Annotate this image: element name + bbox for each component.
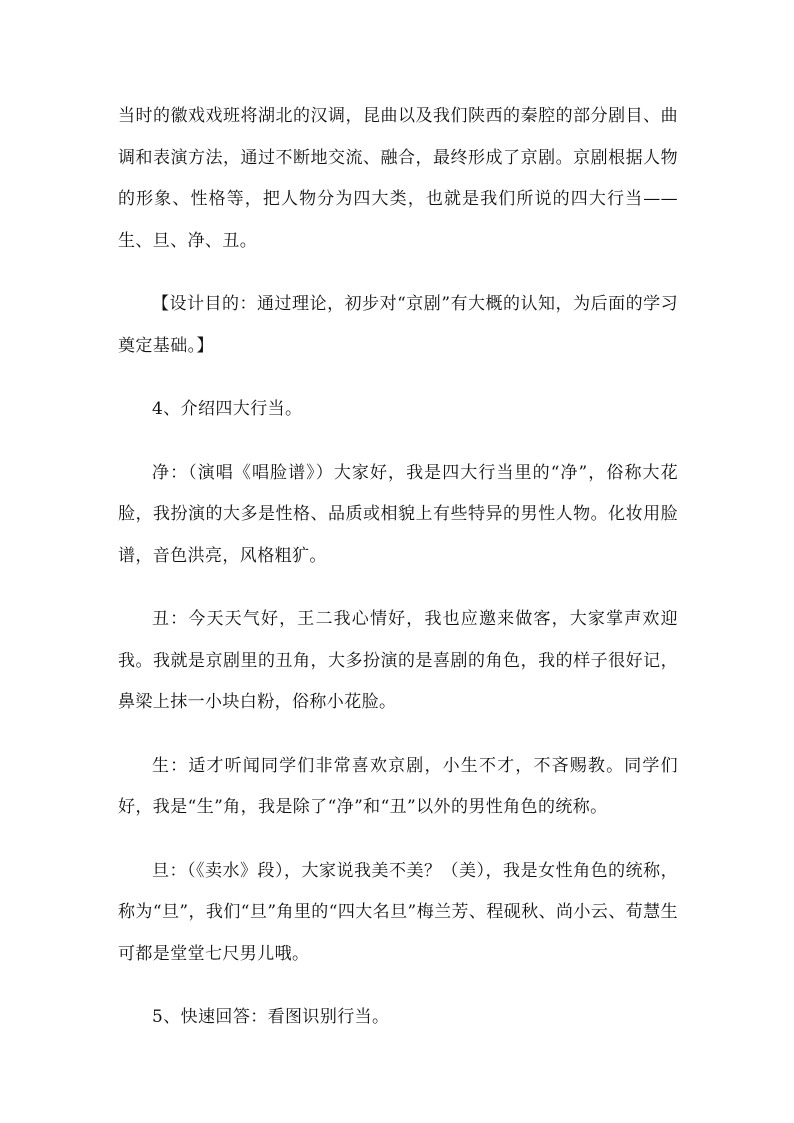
paragraph-peking-opera-origin: 当时的徽戏戏班将湖北的汉调，昆曲以及我们陕西的秦腔的部分剧目、曲调和表演方法，通过不断地交流、融合，最终形成了京剧。京剧根据人物的形象、性格等，把人物分为四大类，也就是我们所说的四大行当——生、旦、净、丑。 [118, 106, 678, 251]
paragraph-jing-role: 净：（演唱《唱脸谱》）大家好，我是四大行当里的“净”，俗称大花脸，我扮演的大多是性格、品质或相貌上有些特异的男性人物。化妆用脸谱，音色洪亮，风格粗犷。 [118, 462, 678, 566]
document-body [118, 96, 678, 1039]
heading-quick-answer: 5、快速回答：看图识别行当。 [152, 1007, 390, 1027]
paragraph-dan-role: 旦：（《卖水》段），大家说我美不美？（美），我是女性角色的统称，称为“旦”，我们“旦”角里的“四大名旦”梅兰芳、程砚秋、尚小云、荀慧生可都是堂堂七尺男儿哦。 [118, 860, 678, 964]
heading-four-roles: 4、介绍四大行当。 [152, 399, 303, 419]
paragraph-design-purpose: 【设计目的：通过理论，初步对“京剧”有大概的认知，为后面的学习奠定基础。】 [118, 294, 678, 356]
paragraph-sheng-role: 生：适才听闻同学们非常喜欢京剧，小生不才，不吝赐教。同学们好，我是“生”角，我是除了“净”和“丑”以外的男性角色的统称。 [118, 755, 678, 817]
paragraph-chou-role: 丑：今天天气好，王二我心情好，我也应邀来做客，大家掌声欢迎我。我就是京剧里的丑角，大多扮演的是喜剧的角色，我的样子很好记，鼻梁上抹一小块白粉，俗称小花脸。 [118, 609, 678, 712]
